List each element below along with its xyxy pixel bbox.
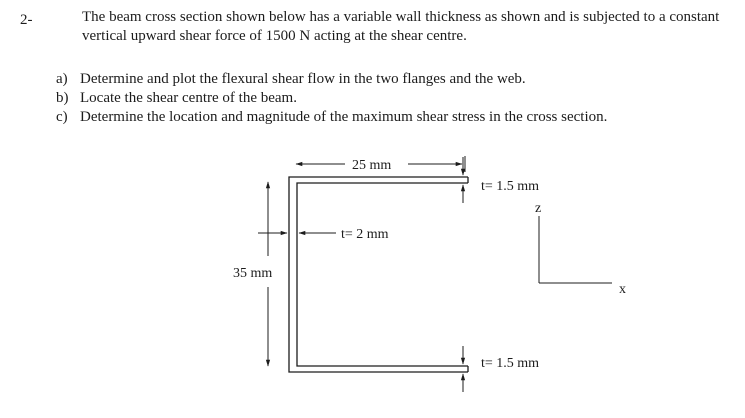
channel-outer-edge [289,177,468,372]
part-a-text: Determine and plot the flexural shear flow in the two flanges and the web. [80,71,526,87]
channel-outline [289,177,468,372]
coordinate-axes [539,216,612,283]
part-c-text: Determine the location and magnitude of the maximum shear stress in the cross section. [80,109,608,125]
question-number: 2- [20,12,33,28]
web-thickness-label: t= 2 mm [341,227,389,242]
height-label: 35 mm [233,266,273,281]
axis-z-label: z [535,201,542,216]
top-flange-thickness-label: t= 1.5 mm [481,179,540,194]
channel-inner-edge [297,183,468,366]
part-b-text: Locate the shear centre of the beam. [80,90,297,106]
bottom-flange-thickness-label: t= 1.5 mm [481,356,540,371]
part-a-label: a) [56,71,68,87]
question-intro: The beam cross section shown below has a variable wall thickness as shown and is subjected to a constant vertical upward shear force of 1500 N acting at the shear centre. [82,9,720,44]
axis-x-label: x [619,282,626,297]
part-b-label: b) [56,90,69,106]
flange-width-label: 25 mm [352,158,392,173]
part-c-label: c) [56,109,68,125]
